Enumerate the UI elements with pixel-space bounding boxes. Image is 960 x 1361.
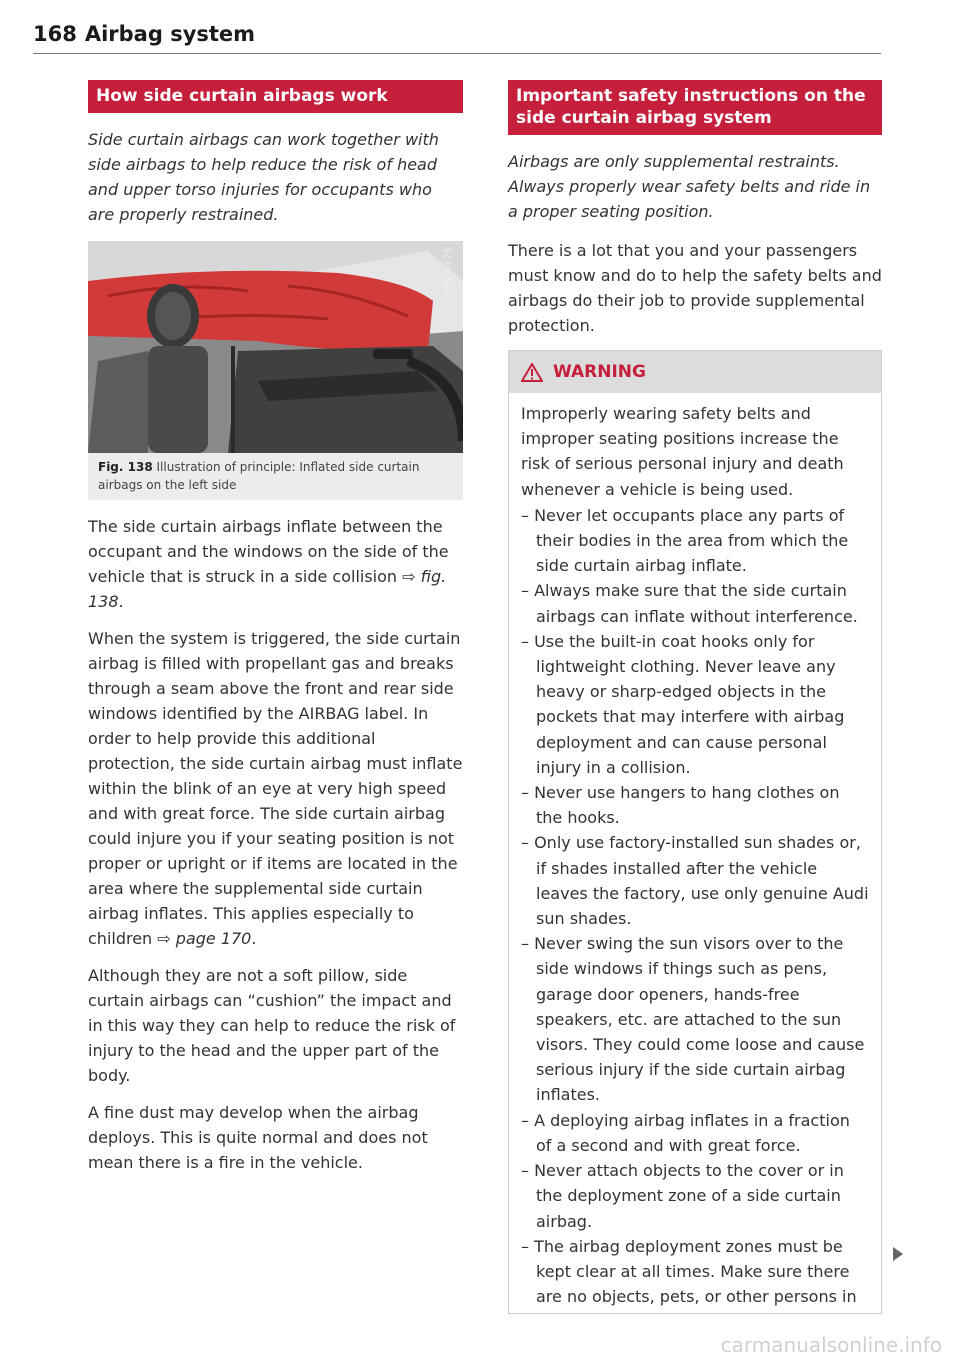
warning-list [521, 503, 869, 1310]
page-header [33, 22, 255, 46]
warning-item: – Only use factory-installed sun shades or, if shades installed after the vehicle leaves the factory, use only genuine Audi sun shades. [521, 833, 869, 929]
figure-caption [88, 453, 463, 500]
car-interior-illustration [88, 241, 463, 453]
figure-caption-text: Illustration of principle: Inflated side curtain airbags on the left side [98, 460, 420, 492]
page-number: 168 [33, 22, 77, 46]
section-heading-how-side-curtain-airbags-work: How side curtain airbags work [88, 80, 463, 113]
figure-side-curtain-airbag [88, 241, 463, 453]
warning-box [508, 350, 882, 1314]
paragraph-cushion: Although they are not a soft pillow, side curtain airbags can “cushion” the impact and in this way they can help to reduce the risk of injury to the head and the upper part of the body. [88, 966, 456, 1085]
section-lead: Airbags are only supplemental restraints. Always properly wear safety belts and ride in a proper seating position. [508, 152, 871, 221]
figure-reference-link[interactable]: ⇨ fig. 138 [88, 567, 447, 611]
warning-item: – Never attach objects to the cover or in the deployment zone of a side curtain airbag. [521, 1161, 844, 1231]
paragraph-dust: A fine dust may develop when the airbag deploys. This is quite normal and does not mean there is a fire in the vehicle. [88, 1103, 428, 1172]
continue-arrow-icon [893, 1247, 903, 1261]
paragraph-inflate-text: The side curtain airbags inflate between the occupant and the windows on the side of the vehicle that is struck in a side collision [88, 517, 449, 586]
warning-item: – Never let occupants place any parts of their bodies in the area from which the side curtain airbag inflate. [521, 505, 849, 576]
warning-body [509, 393, 881, 1313]
paragraph-end: . [251, 929, 257, 948]
figure-code: B8V-0176 [443, 247, 454, 296]
chapter-title: Airbag system [84, 22, 256, 46]
paragraph-inflate [88, 514, 463, 614]
warning-header [509, 351, 881, 393]
warning-intro: Improperly wearing safety belts and improper seating positions increase the risk of serious personal injury and death whenever a vehicle is being used. [521, 404, 844, 499]
warning-item: – Always make sure that the side curtain airbags can inflate without interference. [521, 581, 858, 626]
left-column [88, 80, 463, 1187]
warning-item: – A deploying airbag inflates in a fraction of a second and with great force. [521, 1110, 850, 1155]
paragraph-passengers: There is a lot that you and your passengers must know and do to help the safety belts and airbags do their job to provide supplemental protection. [508, 241, 882, 335]
warning-item: – The airbag deployment zones must be kept clear at all times. Make sure there are no objects, pets, or other persons in [521, 1236, 857, 1307]
right-column [508, 80, 882, 1314]
watermark: carmanualsonline.info [720, 1333, 942, 1357]
page-reference-link[interactable]: ⇨ page 170 [157, 929, 252, 948]
warning-item: – Never swing the sun visors over to the side windows if things such as pens, garage door openers, hands-free speakers, etc. are attached to the sun visors. They could come loose and cause serious injury if the side curtain airbag inflates. [521, 934, 865, 1105]
paragraph-triggered [88, 626, 463, 951]
warning-triangle-icon [521, 363, 543, 382]
section-heading-safety-instructions: Important safety instructions on the side curtain airbag system [508, 80, 882, 135]
paragraph-triggered-text: When the system is triggered, the side curtain airbag is filled with propellant gas and breaks through a seam above the front and rear side windows identified by the AIRBAG label. In order to help provide this additional protection, the side curtain airbag must inflate within the blink of an eye at very high speed and with great force. The side curtain airbag could injure you if your seating position is not proper or upright or if items are located in the area where the supplemental side curtain airbag inflates. This applies especially to children [88, 629, 463, 948]
warning-title: WARNING [553, 362, 646, 382]
warning-item: – Never use hangers to hang clothes on the hooks. [521, 783, 840, 828]
paragraph-end: . [118, 592, 124, 611]
figure-label: Fig. 138 [98, 460, 153, 474]
warning-item: – Use the built-in coat hooks only for lightweight clothing. Never leave any heavy or sharp-edged objects in the pockets that may interfere with airbag deployment and can cause personal injury in a collision. [521, 631, 845, 777]
section-lead: Side curtain airbags can work together with side airbags to help reduce the risk of head and upper torso injuries for occupants who are properly restrained. [88, 130, 439, 224]
header-divider [33, 53, 881, 54]
